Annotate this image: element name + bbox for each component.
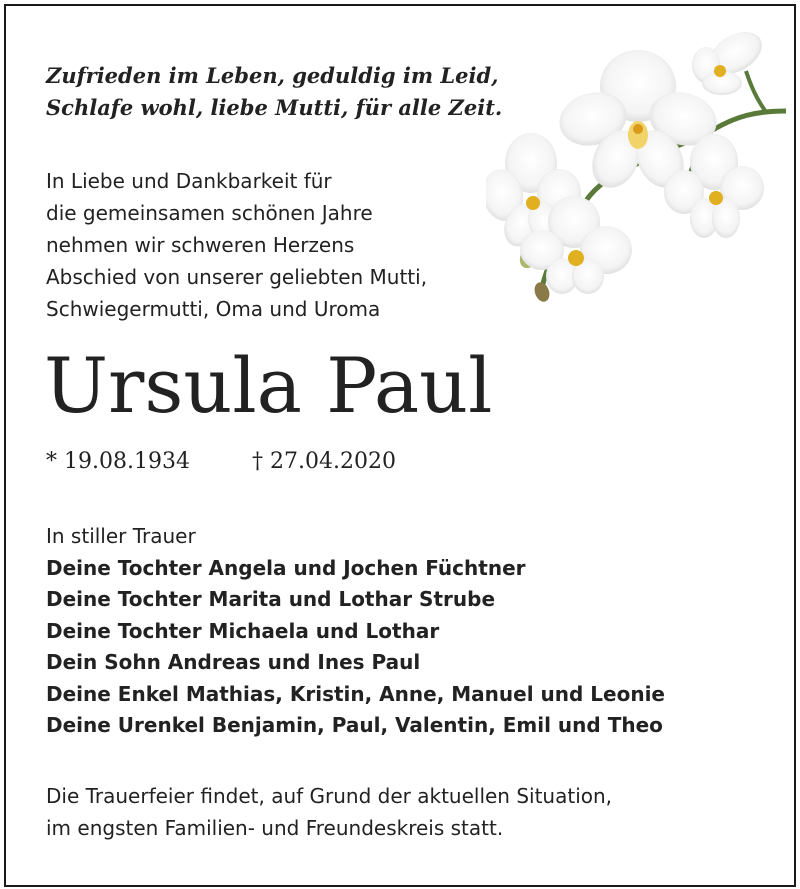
- mourner-line: Deine Tochter Angela und Jochen Füchtner: [46, 555, 526, 580]
- mourner-line: Deine Tochter Marita und Lothar Strube: [46, 587, 496, 611]
- deceased-name: Ursula Paul: [44, 341, 493, 430]
- funeral-notice: [46, 780, 612, 844]
- mourners-lead: In stiller Trauer: [46, 524, 196, 548]
- motto-line: Schlafe wohl, liebe Mutti, für alle Zeit.: [46, 95, 503, 120]
- mourners-list: [46, 521, 665, 742]
- orchid-image: [486, 16, 796, 306]
- mourner-line: Deine Enkel Mathias, Kristin, Anne, Manuel und Leonie: [46, 681, 665, 706]
- notice-line: im engsten Familien- und Freundeskreis statt.: [46, 816, 504, 840]
- death-date: † 27.04.2020: [252, 449, 396, 474]
- birth-date: * 19.08.1934: [46, 449, 190, 474]
- mourner-line: Deine Tochter Michaela und Lothar: [46, 618, 440, 643]
- mourner-line: Deine Urenkel Benjamin, Paul, Valentin, Emil und Theo: [46, 713, 663, 737]
- intro-line: In Liebe und Dankbarkeit für: [46, 169, 332, 193]
- intro-line: Schwiegermutti, Oma und Uroma: [46, 297, 381, 321]
- intro-line: nehmen wir schweren Herzens: [46, 233, 355, 257]
- intro-text: [46, 165, 427, 325]
- intro-line: die gemeinsamen schönen Jahre: [46, 201, 373, 225]
- life-dates: [46, 446, 396, 478]
- motto-line: Zufrieden im Leben, geduldig im Leid,: [46, 63, 499, 88]
- mourner-line: Dein Sohn Andreas und Ines Paul: [46, 650, 421, 674]
- obituary-card: [4, 4, 796, 887]
- motto-verse: [46, 60, 502, 124]
- intro-line: Abschied von unserer geliebten Mutti,: [46, 265, 428, 289]
- notice-line: Die Trauerfeier findet, auf Grund der aktuellen Situation,: [46, 784, 613, 808]
